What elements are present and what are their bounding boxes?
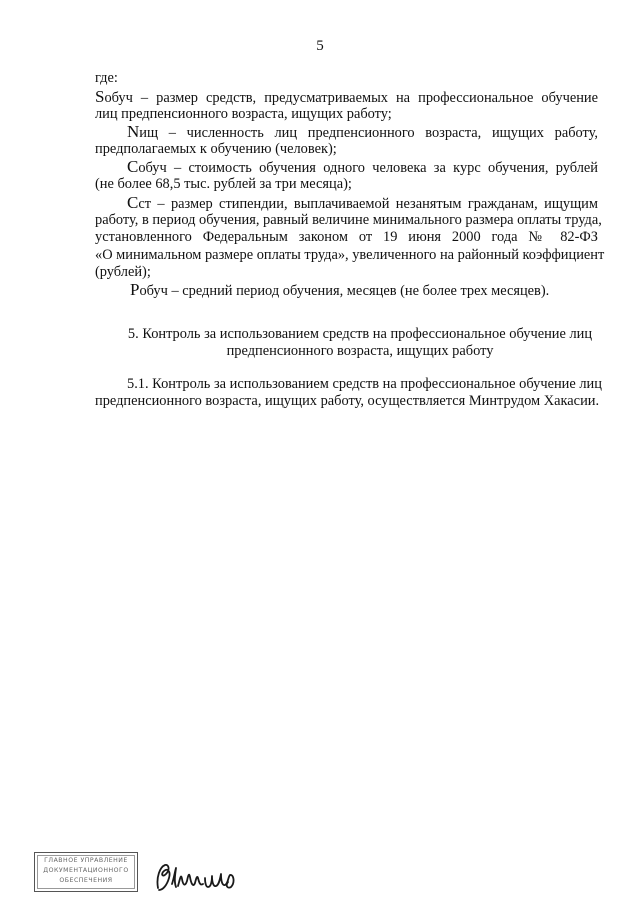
var-s-sub: обуч (104, 90, 133, 106)
intro-text: где: (95, 70, 118, 86)
def-c-st-line4: «О минимальном размере оплаты труда», увеличенного на районный коэффициент (95, 247, 605, 263)
section-paragraph-line2: предпенсионного возраста, ищущих работу, осуществляется Минтрудом Хакасии. (95, 393, 600, 409)
var-n: N (127, 122, 140, 141)
def-p-obuch-line1: Робуч – средний период обучения, месяцев (не более трех месяцев). (130, 280, 550, 299)
var-c: С (127, 157, 139, 176)
def-c-obuch-line1: Собуч – стоимость обучения одного человека за курс обучения, рублей (127, 157, 598, 176)
var-s: S (95, 87, 105, 106)
var-c-sub: обуч (138, 160, 167, 176)
def-n-ishch-line1: Nищ – численность лиц предпенсионного возраста, ищущих работу, (127, 122, 598, 141)
var-cst-sub: ст (138, 196, 152, 212)
section-paragraph-line1: 5.1. Контроль за использованием средств на профессиональное обучение лиц (127, 376, 602, 392)
var-p-sub: обуч (139, 283, 168, 299)
var-cst: С (127, 193, 139, 212)
def-c-st-line2: работу, в период обучения, равный величине минимального размера оплаты труда, (95, 212, 602, 228)
var-p: Р (130, 280, 140, 299)
def-c-st-line3: установленного Федеральным законом от 19 июня 2000 года № 82-ФЗ (95, 229, 598, 245)
def-c-obuch-line2: (не более 68,5 тыс. рублей за три месяца); (95, 176, 352, 192)
def-n-ishch-line2: предполагаемых к обучению (человек); (95, 141, 337, 157)
section-title-line2: предпенсионного возраста, ищущих работу (226, 343, 494, 359)
def-c-st-line5: (рублей); (95, 264, 151, 280)
section-title-line1: 5. Контроль за использованием средств на профессиональное обучение лиц (127, 326, 593, 342)
def-s-obuch-line2: лиц предпенсионного возраста, ищущих работу; (95, 106, 392, 122)
certification-stamp: ГЛАВНОЕ УПРАВЛЕНИЕ ДОКУМЕНТАЦИОННОГО ОБЕСПЕЧЕНИЯ (34, 852, 138, 892)
handwritten-signature (150, 857, 250, 897)
def-c-st-line1: Сст – размер стипендии, выплачиваемой незанятым гражданам, ищущим (127, 193, 598, 212)
def-s-obuch-line1: Sобуч – размер средств, предусматриваемых на профессиональное обучение (95, 87, 598, 106)
page-number: 5 (316, 38, 324, 54)
var-n-sub: ищ (139, 125, 159, 141)
